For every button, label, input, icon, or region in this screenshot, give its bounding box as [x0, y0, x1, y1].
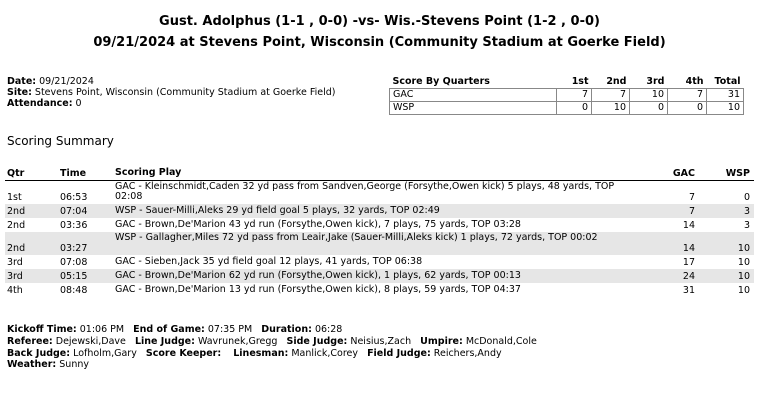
kickoff-label: Kickoff Time: [7, 324, 77, 335]
quarter-score: 7 [668, 89, 707, 102]
score-keeper-label: Score Keeper: [145, 347, 222, 359]
attendance-label: Attendance: [7, 98, 73, 109]
quarter-score: 10 [592, 102, 630, 115]
play-description: GAC - Brown,De'Marion 43 yd run (Forsythe,Owen kick), 7 plays, 75 yards, TOP 03:28 [115, 219, 521, 230]
attendance-line [7, 98, 335, 109]
table-row [5, 283, 754, 297]
play-description: WSP - Sauer-Milli,Aleks 29 yd field goal 5 plays, 32 yards, TOP 02:49 [115, 205, 440, 216]
referee-value: Dejewski,Dave [55, 335, 126, 347]
game-info [7, 76, 335, 109]
back-judge-label: Back Judge: [7, 347, 71, 359]
table-row [5, 218, 754, 232]
field-judge-label: Field Judge: [367, 347, 431, 359]
play-description: GAC - Brown,De'Marion 62 yd run (Forsythe,Owen kick), 1 plays, 62 yards, TOP 00:13 [115, 270, 521, 281]
table-row [5, 255, 754, 269]
play-gac-score: 31 [682, 285, 695, 296]
quarters-title: Score By Quarters [392, 76, 490, 87]
play-wsp-score: 3 [743, 220, 750, 231]
site-value: Stevens Point, Wisconsin (Community Stadium at Goerke Field) [34, 87, 336, 98]
team-name: WSP [390, 102, 557, 115]
scoring-header-row [5, 166, 754, 181]
play-time: 08:48 [60, 285, 88, 296]
quarters-header-row [390, 76, 744, 89]
col-time: Time [60, 168, 87, 179]
linesman-label: Linesman: [233, 347, 289, 359]
footer-line-weather [7, 359, 537, 371]
table-row [5, 232, 754, 255]
date-value: 09/21/2024 [39, 76, 94, 87]
weather-value: Sunny [59, 359, 89, 371]
game-footer [7, 324, 537, 371]
referee-label: Referee: [7, 335, 53, 347]
quarter-col-1: 1st [571, 76, 589, 87]
quarters-row-gac [390, 89, 744, 102]
side-judge-label: Side Judge: [286, 335, 348, 347]
play-gac-score: 7 [688, 192, 695, 203]
play-qtr: 1st [7, 192, 22, 203]
quarters-row-wsp [390, 102, 744, 115]
scoring-summary-heading: Scoring Summary [7, 134, 114, 148]
quarter-score: 0 [668, 102, 707, 115]
col-gac: GAC [672, 168, 695, 179]
score-by-quarters-table [389, 76, 744, 115]
play-gac-score: 14 [682, 220, 695, 231]
side-judge-value: Neisius,Zach [350, 335, 412, 347]
scoring-summary-table [5, 166, 754, 297]
duration-value: 06:28 [314, 324, 343, 335]
attendance-value: 0 [75, 98, 82, 109]
play-gac-score: 14 [682, 243, 695, 254]
table-row [5, 269, 754, 283]
play-time: 05:15 [60, 271, 88, 282]
total-score: 10 [707, 102, 744, 115]
play-wsp-score: 10 [737, 257, 750, 268]
linesman-value: Manlick,Corey [291, 347, 358, 359]
game-title: Gust. Adolphus (1-1 , 0-0) -vs- Wis.-Stevens Point (1-2 , 0-0) [159, 14, 600, 29]
footer-line-times [7, 324, 537, 336]
table-row [5, 204, 754, 218]
play-time: 06:53 [60, 192, 88, 203]
play-qtr: 2nd [7, 243, 26, 254]
total-score: 31 [707, 89, 744, 102]
line-judge-value: Wavrunek,Gregg [197, 335, 278, 347]
umpire-value: McDonald,Cole [465, 335, 537, 347]
site-line [7, 87, 335, 98]
play-description: GAC - Brown,De'Marion 13 yd run (Forsythe,Owen kick), 8 plays, 59 yards, TOP 04:37 [115, 284, 521, 295]
game-subtitle: 09/21/2024 at Stevens Point, Wisconsin (Community Stadium at Goerke Field) [93, 35, 666, 50]
quarter-score: 0 [630, 102, 668, 115]
footer-line-officials-1 [7, 336, 537, 348]
quarter-col-2: 2nd [606, 76, 627, 87]
play-time: 07:04 [60, 206, 88, 217]
play-description: GAC - Sieben,Jack 35 yd field goal 12 plays, 41 yards, TOP 06:38 [115, 256, 423, 267]
quarter-score: 7 [557, 89, 592, 102]
quarter-col-4: 4th [685, 76, 704, 87]
back-judge-value: Lofholm,Gary [73, 347, 137, 359]
field-judge-value: Reichers,Andy [433, 347, 502, 359]
kickoff-value: 01:06 PM [79, 324, 125, 335]
play-wsp-score: 10 [737, 271, 750, 282]
play-description: WSP - Gallagher,Miles 72 yd pass from Leair,Jake (Sauer-Milli,Aleks kick) 1 plays, 72 yards, TOP 00:02 [115, 232, 598, 243]
footer-line-officials-2 [7, 348, 537, 360]
quarter-col-3: 3rd [646, 76, 665, 87]
team-name: GAC [390, 89, 557, 102]
duration-label: Duration: [261, 324, 312, 335]
end-label: End of Game: [133, 324, 205, 335]
line-judge-label: Line Judge: [134, 335, 195, 347]
play-qtr: 3rd [7, 257, 23, 268]
table-row [5, 181, 754, 204]
col-wsp: WSP [725, 168, 750, 179]
play-description: GAC - Kleinschmidt,Caden 32 yd pass from Sandven,George (Forsythe,Owen kick) 5 plays, 48 yards, TOP 02:08 [115, 181, 615, 202]
date-line [7, 76, 335, 87]
col-qtr: Qtr [7, 168, 25, 179]
play-gac-score: 17 [682, 257, 695, 268]
quarter-score: 7 [592, 89, 630, 102]
play-time: 03:36 [60, 220, 88, 231]
play-time: 03:27 [60, 243, 88, 254]
quarter-col-total: Total [714, 76, 741, 87]
play-wsp-score: 0 [743, 192, 750, 203]
play-qtr: 4th [7, 285, 23, 296]
quarter-score: 0 [557, 102, 592, 115]
play-gac-score: 7 [688, 206, 695, 217]
play-time: 07:08 [60, 257, 88, 268]
play-wsp-score: 10 [737, 243, 750, 254]
quarter-score: 10 [630, 89, 668, 102]
play-wsp-score: 3 [743, 206, 750, 217]
play-qtr: 3rd [7, 271, 23, 282]
play-gac-score: 24 [682, 271, 695, 282]
site-label: Site: [7, 87, 32, 98]
play-wsp-score: 10 [737, 285, 750, 296]
date-label: Date: [7, 76, 37, 87]
play-qtr: 2nd [7, 206, 26, 217]
col-play: Scoring Play [115, 167, 182, 178]
weather-label: Weather: [7, 359, 57, 371]
end-value: 07:35 PM [207, 324, 253, 335]
umpire-label: Umpire: [420, 335, 463, 347]
play-qtr: 2nd [7, 220, 26, 231]
